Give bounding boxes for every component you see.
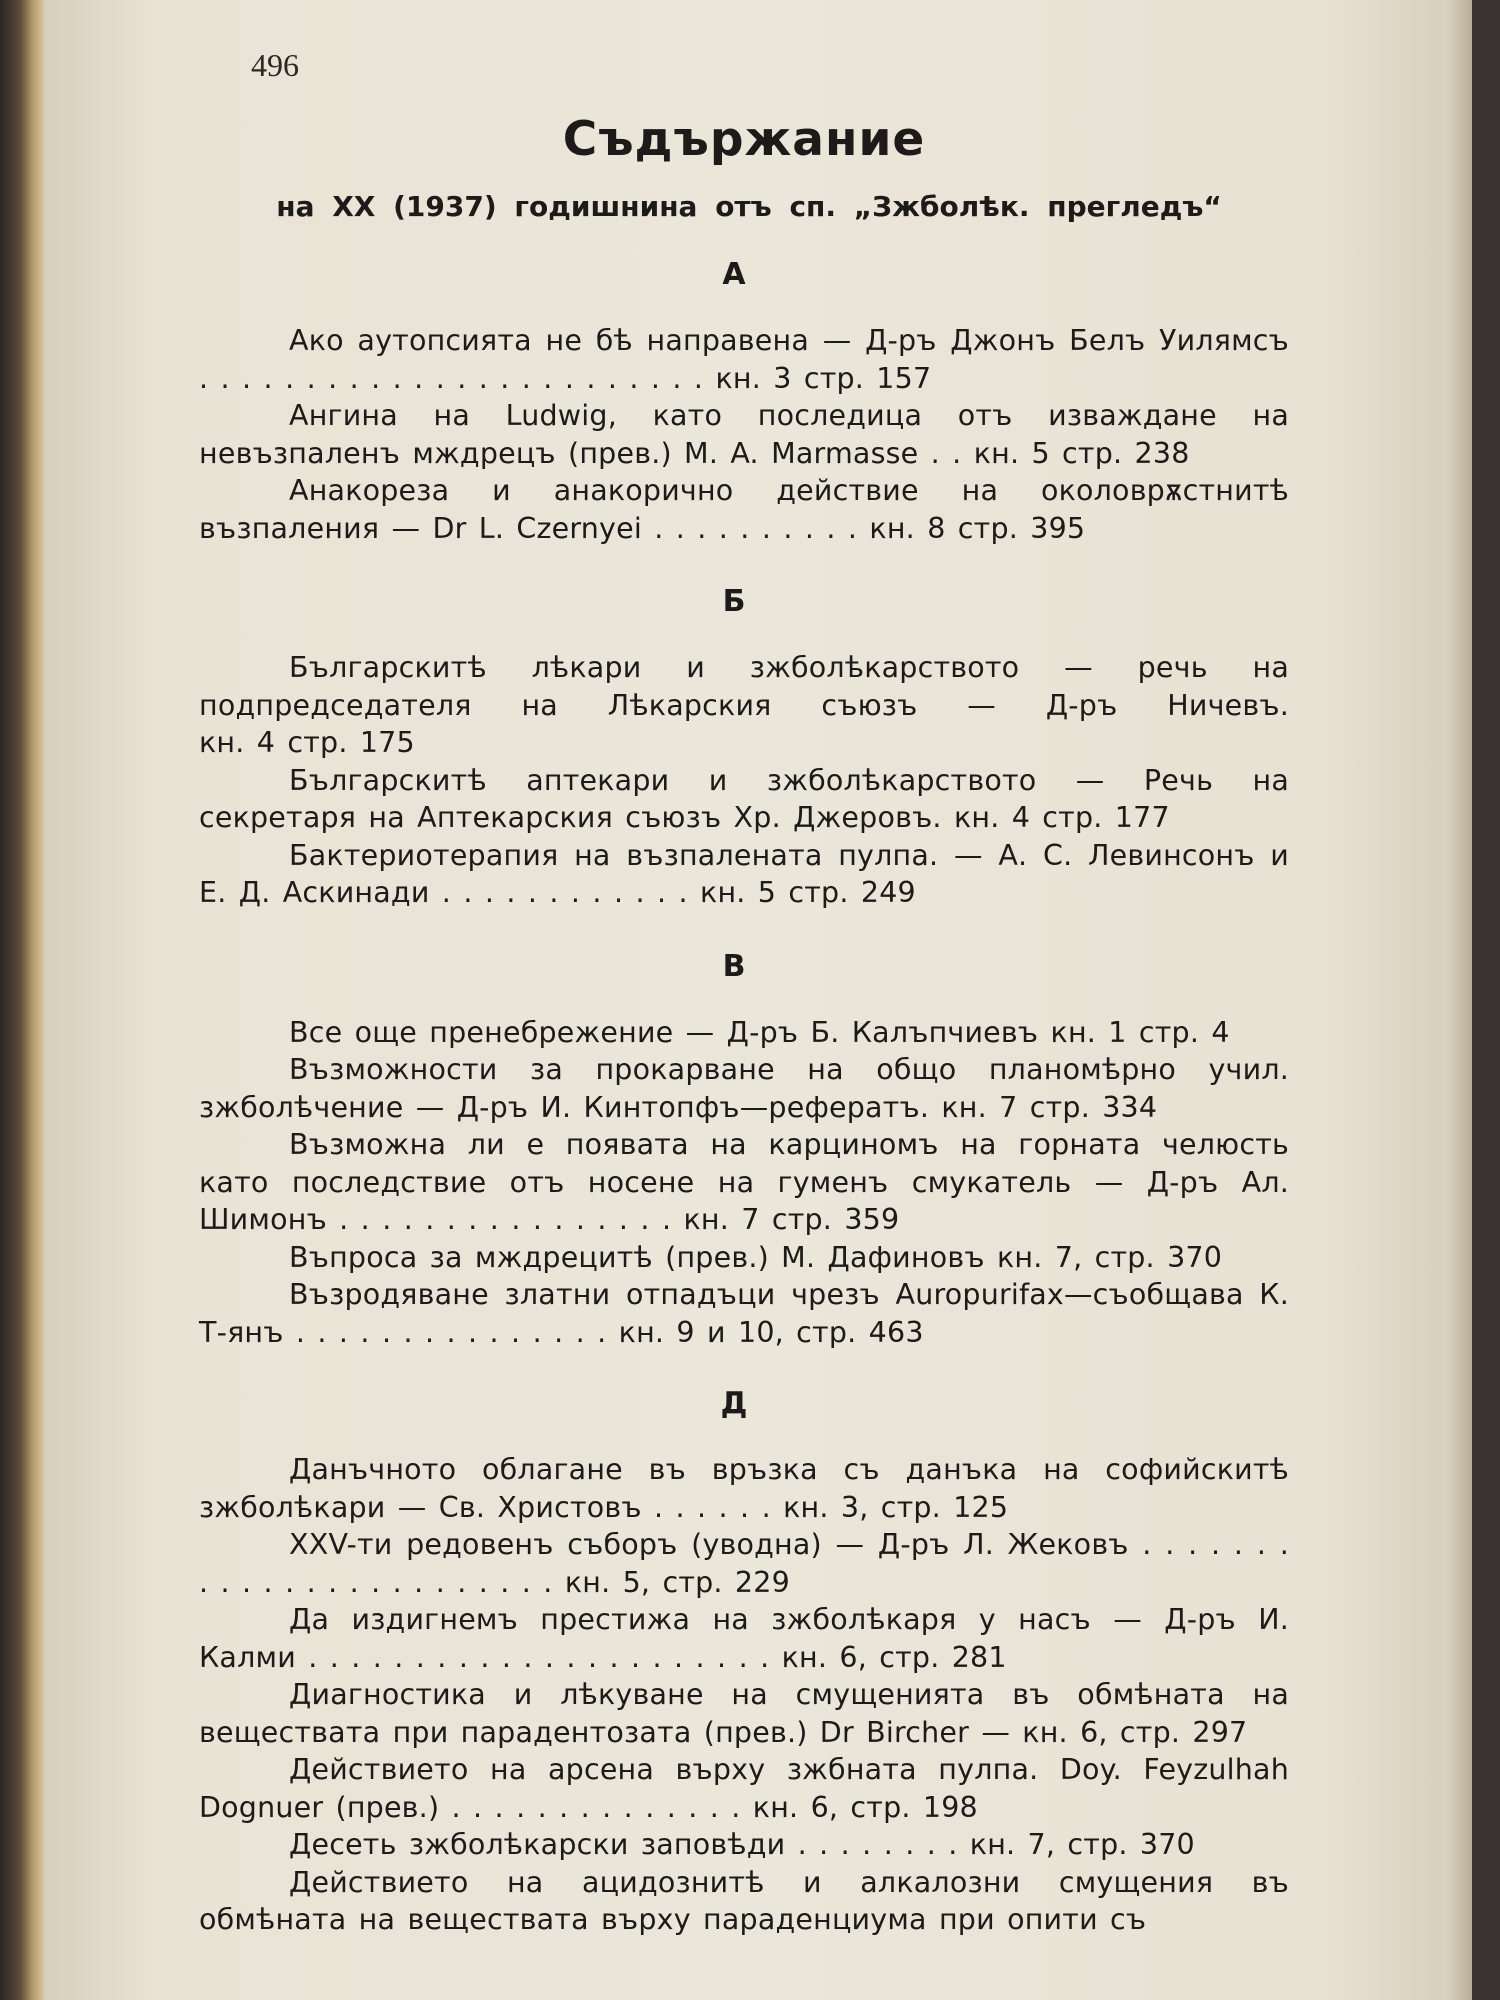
entry-text: Десеть зжболѣкарски заповѣди . . . . . . . . <box>289 1828 958 1861</box>
entry-text: Българскитѣ лѣкари и зжболѣкарството — речь на подпредседателя на Лѣкарския съюзъ — Д-ръ Ничевъ. <box>199 651 1289 722</box>
entry-ref: кн. 4 стр. 175 <box>199 726 415 759</box>
entry-ref: кн. 3 стр. 157 <box>715 361 932 395</box>
toc-entry <box>199 1826 1319 1864</box>
page-content <box>199 40 1319 1939</box>
entry-ref: кн. 5 стр. 249 <box>700 876 916 909</box>
entry-list <box>199 322 1319 547</box>
toc-entry <box>199 762 1319 837</box>
toc-entry <box>199 397 1319 472</box>
entry-ref: кн. 6, стр. 281 <box>781 1640 1007 1674</box>
entry-ref: кн. 1 стр. 4 <box>1050 1015 1230 1049</box>
toc-entry <box>199 1276 1319 1351</box>
entry-ref: кн. 3, стр. 125 <box>783 1490 1009 1524</box>
toc-entry <box>199 1751 1319 1826</box>
section-letter: В <box>722 948 746 984</box>
entry-text: Бактериотерапия на възпалената пулпа. — А. С. Левинсонъ и Е. Д. Аскинади . . . . . . . . . . . . <box>199 838 1289 909</box>
book-page <box>44 0 1472 2000</box>
entry-ref: кн. 7 стр. 334 <box>941 1090 1158 1124</box>
toc-entry <box>199 1676 1319 1751</box>
page-number: 496 <box>251 47 299 83</box>
entry-text: Ако аутопсията не бѣ направена — Д-ръ Джонъ Белъ Уилямсъ . . . . . . . . . . . . . . . . . . . . . . . . <box>199 324 1289 395</box>
entry-text: Възможна ли е появата на карциномъ на горната челюсть като последствие отъ носене на гуменъ смукатель — Д-ръ Ал. Шимонъ . . . . . . . . . . . . . . . . <box>199 1128 1289 1236</box>
book-spine-edge <box>0 0 44 2000</box>
toc-entry <box>199 649 1319 762</box>
entry-ref: кн. 7 стр. 359 <box>683 1203 900 1236</box>
entry-ref: кн. 5 стр. 238 <box>973 436 1190 470</box>
entry-text: Ангина на Ludwig, като последица отъ изваждане на невъзпаленъ мждрецъ (прев.) M. A. Marmasse . . <box>199 399 1289 470</box>
toc-entry <box>199 1526 1319 1601</box>
entry-list <box>199 1451 1319 1939</box>
toc-entry <box>199 1126 1319 1239</box>
section-letter: А <box>722 257 746 292</box>
entry-list <box>199 649 1319 912</box>
toc-entry <box>199 1051 1319 1126</box>
section-d <box>199 1377 1319 1939</box>
entry-text: XXV-ти редовенъ съборъ (уводна) — Д-ръ Л. Жековъ . . . . . . . . . . . . . . . . . . . . . . . . <box>199 1528 1289 1599</box>
toc-entry <box>199 837 1319 912</box>
entry-text: Въпроса за мждрецитѣ (прев.) М. Дафиновъ <box>289 1240 985 1274</box>
toc-entry <box>199 1014 1319 1052</box>
section-v <box>199 940 1319 1352</box>
section-letter: Д <box>720 1386 748 1421</box>
page-gutter-shadow <box>1444 0 1472 2000</box>
entry-text: Действието на арсена върху зжбната пулпа. Doy. Feyzulhah Dognuer (прев.) . . . . . . . . . . . . . . <box>199 1753 1289 1824</box>
entry-ref: кн. 5, стр. 229 <box>564 1565 790 1599</box>
toc-entry <box>199 1451 1319 1526</box>
section-letter: Б <box>722 584 746 619</box>
page-title: Съдържание <box>562 112 926 167</box>
page-subtitle: на XX (1937) годишнина отъ сп. „Зжболѣк. прегледъ“ <box>276 190 1222 223</box>
entry-list <box>199 1014 1319 1352</box>
entry-text: Българскитѣ аптекари и зжболѣкарството — Речь на секретаря на Аптекарския съюзъ Хр. Джеровъ. <box>199 763 1289 834</box>
entry-text: Все още пренебрежение — Д-ръ Б. Калъпчиевъ <box>289 1015 1039 1049</box>
toc-entry <box>199 1239 1319 1277</box>
toc-entry <box>199 322 1319 397</box>
entry-text: Диагностика и лѣкуване на смущенията въ обмѣната на веществата при парадентозата (прев.) Dr Bircher — <box>199 1678 1289 1749</box>
entry-ref: кн. 6, стр. 198 <box>752 1790 978 1824</box>
section-b <box>199 575 1319 912</box>
entry-text: Да издигнемъ престижа на зжболѣкаря у насъ — Д-ръ И. Калми . . . . . . . . . . . . . . . . . . . . . . <box>199 1603 1289 1674</box>
toc-entry <box>199 1601 1319 1676</box>
entry-text: Възможности за прокарване на общо планомѣрно учил. зжболѣчение — Д-ръ И. Кинтопфъ—рефератъ. <box>199 1053 1289 1124</box>
entry-ref: кн. 7, стр. 370 <box>996 1240 1223 1274</box>
entry-text: Действието на ацидознитѣ и алкалозни смущения въ обмѣната на веществата върху параденциума при опити съ <box>199 1865 1289 1936</box>
entry-text: Данъчното облагане въ връзка съ данъка на софийскитѣ зжболѣкари — Св. Христовъ . . . . . . <box>199 1453 1289 1524</box>
entry-text: Анакореза и анакорично действие на околоврѫстнитѣ възпаления — Dr L. Czernyei . . . . . . . . . . <box>199 474 1289 545</box>
entry-ref: кн. 8 стр. 395 <box>869 511 1086 545</box>
toc-entry <box>199 472 1319 547</box>
section-a <box>199 248 1319 547</box>
entry-text: Възродяване златни отпадъци чрезъ Auropurifax—съобщава К. Т-янъ . . . . . . . . . . . . . . . <box>199 1278 1289 1349</box>
toc-entry <box>199 1864 1319 1939</box>
entry-ref: кн. 7, стр. 370 <box>969 1828 1195 1861</box>
entry-ref: кн. 6, стр. 297 <box>1022 1715 1248 1749</box>
entry-ref: кн. 4 стр. 177 <box>953 801 1170 834</box>
entry-ref: кн. 9 и 10, стр. 463 <box>618 1315 924 1349</box>
